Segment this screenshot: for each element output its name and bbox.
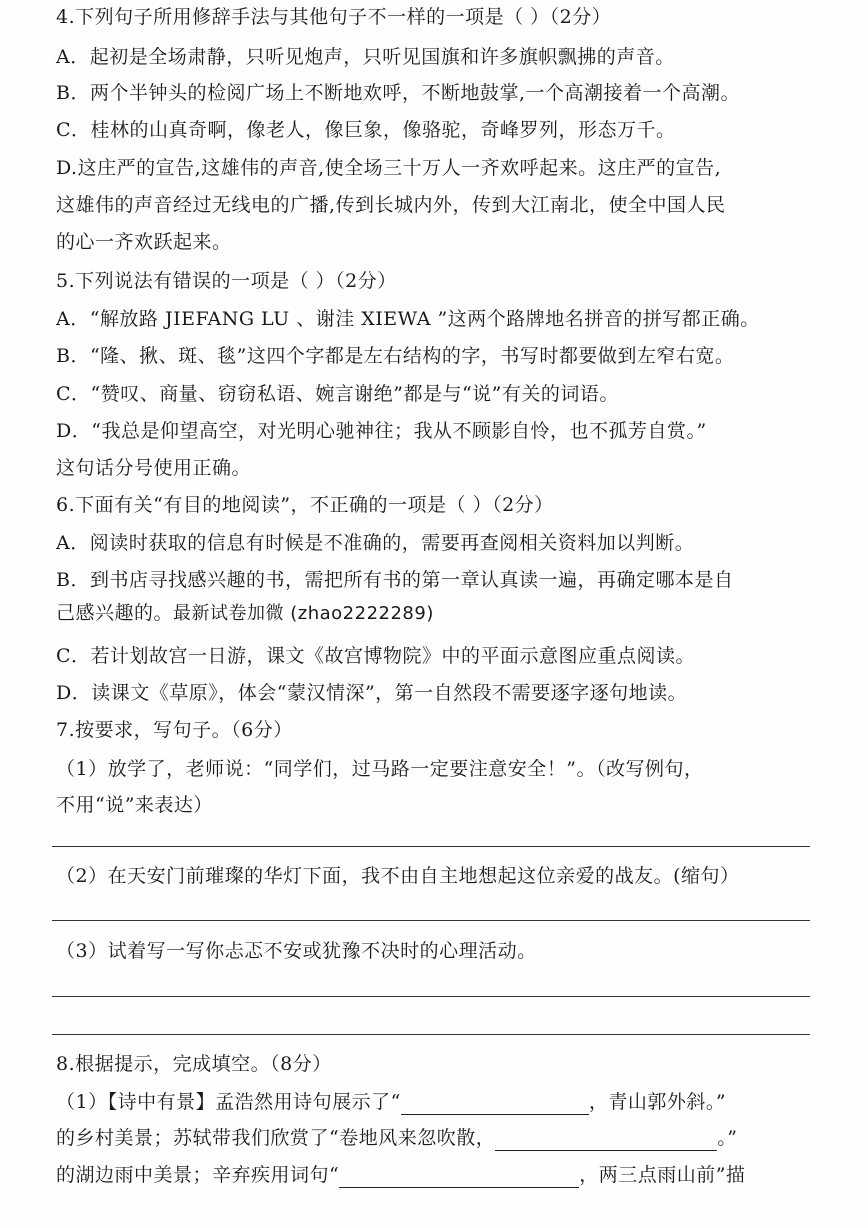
question-8-stem: 8.根据提示，完成填空。（8分） [56,1053,332,1075]
question-6-stem: 6.下面有关“有目的地阅读”，不正确的一项是（ ）（2分） [56,494,554,516]
question-7-stem: 7.按要求，写句子。（6分） [56,719,293,741]
answer-line-7-1[interactable] [52,846,810,847]
question-6-option-b-text: 己感兴趣的。 [56,602,174,624]
question-6-option-a: A．阅读时获取的信息有时候是不准确的，需要再查阅相关资料加以判断。 [56,532,695,554]
question-4-option-d-line3: 的心一齐欢跃起来。 [56,231,232,253]
question-8-sub1-line2 [56,1125,737,1151]
question-8-sub1-line1 [56,1089,726,1115]
question-6-option-b-line2 [56,600,434,627]
question-6-option-c: C．若计划故宫一日游，课文《故宫博物院》中的平面示意图应重点阅读。 [56,645,696,667]
question-8-line1-prefix: （1）【诗中有景】孟浩然用诗句展示了“ [56,1091,401,1113]
question-7-sub3: （3）试着写一写你忐忑不安或犹豫不决时的心理活动。 [56,940,537,962]
fill-blank-2[interactable] [495,1130,717,1151]
answer-line-7-3a[interactable] [52,996,810,997]
question-4-option-d-line2: 这雄伟的声音经过无线电的广播,传到长城内外，传到大江南北，使全中国人民 [56,194,726,216]
question-8-sub1-line3 [56,1162,745,1188]
question-4-option-a: A．起初是全场肃静，只听见炮声，只听见国旗和许多旗帜飘拂的声音。 [56,46,675,68]
fill-blank-1[interactable] [401,1094,589,1115]
question-5-option-c: C．“赞叹、商量、窃窃私语、婉言谢绝”都是与“说”有关的词语。 [56,383,619,405]
fill-blank-3[interactable] [339,1167,579,1188]
question-4-option-c: C．桂林的山真奇啊，像老人，像巨象，像骆驼，奇峰罗列，形态万千。 [56,119,676,141]
question-8-line1-suffix: ，青山郭外斜。” [588,1091,727,1113]
question-7-sub1-line1: （1）放学了，老师说：“同学们，过马路一定要注意安全！”。（改写例句， [56,758,704,780]
question-5-stem: 5.下列说法有错误的一项是（ ）（2分） [56,270,397,292]
question-5-option-b: B．“隆、揪、斑、毯”这四个字都是左右结构的字，书写时都要做到左窄右宽。 [56,345,735,367]
question-5-option-d-line1: D．“我总是仰望高空，对光明心驰神往；我从不顾影自怜，也不孤芳自赏。” [56,420,707,442]
question-7-sub2: （2）在天安门前璀璨的华灯下面，我不由自主地想起这位亲爱的战友。(缩句） [56,865,740,887]
question-4-option-d-line1: D.这庄严的宣告,这雄伟的声音,使全场三十万人一齐欢呼起来。这庄严的宣告, [56,157,722,179]
question-4-option-b: B．两个半钟头的检阅广场上不断地欢呼，不断地鼓掌,一个高潮接着一个高潮。 [56,82,741,104]
question-8-line3-suffix: ，两三点雨山前”描 [579,1164,746,1186]
question-8-line2-suffix: 。” [717,1127,738,1149]
watermark-text: 最新试卷加微 (zhao2222289) [173,603,434,624]
question-6-option-b-line1: B．到书店寻找感兴趣的书，需把所有书的第一章认真读一遍，再确定哪本是自 [56,569,734,591]
question-5-option-d-line2: 这句话分号使用正确。 [56,457,252,479]
question-7-sub1-line2: 不用“说”来表达） [56,794,213,816]
question-8-line2-prefix: 的乡村美景；苏轼带我们欣赏了“卷地风来忽吹散， [56,1127,496,1149]
question-4-stem: 4.下列句子所用修辞手法与其他句子不一样的一项是（ ）（2分） [56,6,612,28]
question-6-option-d: D．读课文《草原》，体会“蒙汉情深”，第一自然段不需要逐字逐句地读。 [56,682,688,704]
answer-line-7-3b[interactable] [52,1034,810,1035]
answer-line-7-2[interactable] [52,920,810,921]
question-5-option-a: A．“解放路 JIEFANG LU 、谢洼 XIEWA ”这两个路牌地名拼音的拼写都正确。 [56,308,760,330]
question-8-line3-prefix: 的湖边雨中美景；辛弃疾用词句“ [56,1164,340,1186]
